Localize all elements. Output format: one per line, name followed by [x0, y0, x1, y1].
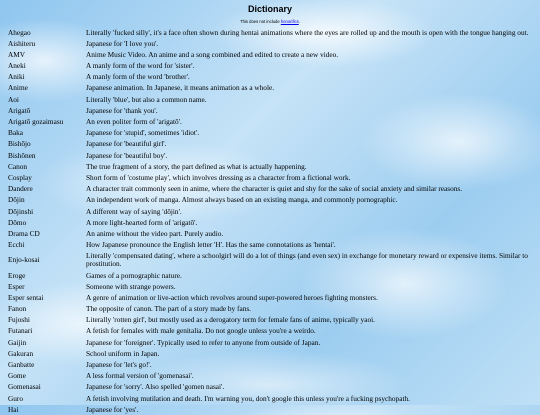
dictionary-term: Bishōnen — [8, 150, 36, 160]
dictionary-row — [7, 49, 533, 60]
dictionary-term: Enjo-kosai — [8, 255, 40, 265]
dictionary-row — [7, 292, 533, 303]
dictionary-term: Baka — [8, 128, 23, 138]
dictionary-row — [7, 281, 533, 292]
dictionary-term: Gakuran — [8, 348, 34, 358]
dictionary-row — [7, 72, 533, 83]
dictionary-term: Gome — [8, 371, 26, 381]
dictionary-definition: Literally 'rotten girl', but mostly used as a derogatory term for female fans of anime, typically yaoi. — [86, 315, 375, 325]
dictionary-row — [7, 360, 533, 371]
dictionary-definition: A different way of saying 'dōjin'. — [86, 206, 182, 216]
dictionary-definition: Literally 'blue', but also a common name. — [86, 94, 207, 104]
honorifics-note — [0, 18, 540, 26]
dictionary-term: Esper — [8, 281, 25, 291]
dictionary-definition: A less formal version of 'gomenasai'. — [86, 371, 194, 381]
dictionary-row — [7, 38, 533, 49]
dictionary-term: Aishiteru — [8, 38, 36, 48]
dictionary-row — [7, 393, 533, 404]
dictionary-row — [7, 139, 533, 150]
dictionary-row — [7, 184, 533, 195]
dictionary-term: Ganbatte — [8, 360, 35, 370]
dictionary-term: Fanon — [8, 304, 27, 314]
dictionary-definition: Japanese for 'yes'. — [86, 404, 139, 414]
dictionary-definition: Japanese for 'thank you'. — [86, 105, 158, 115]
dictionary-row — [7, 240, 533, 251]
dictionary-term: Esper sentai — [8, 292, 44, 302]
dictionary-row — [7, 326, 533, 337]
dictionary-row — [7, 217, 533, 228]
dictionary-row — [7, 83, 533, 94]
dictionary-term: Gaijin — [8, 337, 27, 347]
dictionary-definition: Japanese for 'beautiful girl'. — [86, 139, 167, 149]
dictionary-term: Futanari — [8, 326, 33, 336]
dictionary-definition: Literally 'compensated dating', where a schoolgirl will do a lot of things (and even sex) in exchange for monetary reward or expensive items. Similar to prostitution. — [86, 251, 528, 269]
dictionary-row — [7, 304, 533, 315]
note-suffix: . — [298, 19, 300, 24]
dictionary-term: Arigatō — [8, 105, 31, 115]
dictionary-row — [7, 337, 533, 348]
dictionary-definition: An even politer form of 'arigatō'. — [86, 117, 182, 126]
dictionary-term: Eroge — [8, 270, 26, 280]
dictionary-row — [7, 195, 533, 206]
dictionary-term: Ecchi — [8, 240, 25, 250]
dictionary-definition: Japanese animation. In Japanese, it means animation as a whole. — [86, 83, 275, 93]
dictionary-term: Cosplay — [8, 172, 32, 182]
dictionary-definition: The opposite of canon. The part of a story made by fans. — [86, 304, 252, 314]
dictionary-term: Bishōjo — [8, 139, 31, 149]
page-title: Dictionary — [247, 4, 292, 14]
dictionary-row — [7, 105, 533, 116]
dictionary-term: Dōmo — [8, 217, 27, 227]
dictionary-definition: An independent work of manga. Almost always based on an existing manga, and commonly pornographic. — [86, 195, 398, 205]
dictionary-definition: Someone with strange powers. — [86, 281, 176, 291]
dictionary-term: Fujoshi — [8, 315, 30, 325]
dictionary-term: AMV — [8, 49, 26, 59]
dictionary-definition: Japanese for 'let's go!'. — [86, 360, 152, 370]
dictionary-row — [7, 128, 533, 139]
dictionary-term: Dōjin — [8, 195, 25, 205]
dictionary-definition: Japanese for 'sorry'. Also spelled 'gomen nasai'. — [86, 382, 225, 392]
dictionary-term: Gomenasai — [8, 382, 41, 392]
dictionary-definition: A fetish involving mutilation and death. I'm warning you, don't google this unless you're a fucking psychopath. — [86, 393, 410, 403]
dictionary-row — [7, 94, 533, 105]
dictionary-definition: A fetish for females with male genitalia. Do not google unless you're a weirdo. — [86, 326, 316, 336]
dictionary-definition: Japanese for 'I love you'. — [86, 38, 159, 48]
dictionary-term: Hai — [8, 404, 19, 414]
dictionary-row — [7, 206, 533, 217]
dictionary-definition: Japanese for 'stupid', sometimes 'idiot'. — [86, 128, 200, 138]
dictionary-definition: A character trait commonly seen in anime, where the character is quiet and shy for the sake of social anxiety and similar reasons. — [86, 184, 463, 194]
dictionary-definition: A genre of animation or live-action which revolves around super-powered heroes fighting monsters. — [86, 292, 378, 302]
dictionary-term: Canon — [8, 161, 28, 171]
dictionary-term: Aneki — [8, 61, 26, 71]
dictionary-term: Dōjinshi — [8, 206, 34, 216]
dictionary-row — [7, 371, 533, 382]
dictionary-row — [7, 228, 533, 239]
honorifics-link[interactable]: honorifics — [280, 19, 299, 24]
dictionary-row — [7, 251, 533, 270]
dictionary-definition: Short form of 'costume play', which involves dressing as a character from a fictional work. — [86, 172, 351, 182]
dictionary-row — [7, 150, 533, 161]
dictionary-term: Aniki — [8, 72, 25, 82]
dictionary-row — [7, 270, 533, 281]
dictionary-row — [7, 348, 533, 359]
dictionary-definition: Japanese for 'foreigner'. Typically used to refer to anyone from outside of Japan. — [86, 337, 321, 347]
dictionary-row — [7, 117, 533, 128]
dictionary-definition: Games of a pornographic nature. — [86, 270, 182, 280]
dictionary-row — [7, 404, 533, 415]
dictionary-term: Drama CD — [8, 228, 40, 238]
dictionary-row — [7, 161, 533, 172]
dictionary-term: Aoi — [8, 94, 19, 104]
dictionary-row — [7, 172, 533, 183]
dictionary-table — [7, 27, 533, 415]
dictionary-row — [7, 382, 533, 393]
dictionary-definition: A more light-hearted form of 'arigatō'. — [86, 217, 198, 227]
dictionary-definition: A manly form of the word 'brother'. — [86, 72, 190, 82]
dictionary-term: Guro — [8, 393, 23, 403]
dictionary-definition: The true fragment of a story, the part defined as what is actually happening. — [86, 161, 307, 171]
dictionary-definition: Japanese for 'beautiful boy'. — [86, 150, 168, 160]
note-prefix: This does not include — [240, 19, 281, 24]
dictionary-term: Ahegao — [8, 27, 31, 37]
dictionary-definition: A manly form of the word for 'sister'. — [86, 61, 195, 71]
dictionary-body — [7, 27, 533, 415]
dictionary-definition: School uniform in Japan. — [86, 348, 160, 358]
dictionary-definition: Literally 'fucked silly', it's a face often shown during hentai animations where the eyes are rolled up and the mouth is open with the tongue hanging out. — [86, 27, 529, 37]
dictionary-term: Anime — [8, 83, 28, 93]
dictionary-row — [7, 27, 533, 38]
dictionary-row — [7, 315, 533, 326]
dictionary-definition: Anime Music Video. An anime and a song combined and edited to create a new video. — [86, 49, 339, 59]
dictionary-row — [7, 61, 533, 72]
dictionary-term: Dandere — [8, 184, 33, 194]
dictionary-definition: How Japanese pronounce the English letter 'H'. Has the same connotations as 'hentai'. — [86, 240, 336, 250]
dictionary-term: Arigatō gozaimasu — [8, 117, 64, 126]
dictionary-definition: An anime without the video part. Purely audio. — [86, 228, 224, 238]
